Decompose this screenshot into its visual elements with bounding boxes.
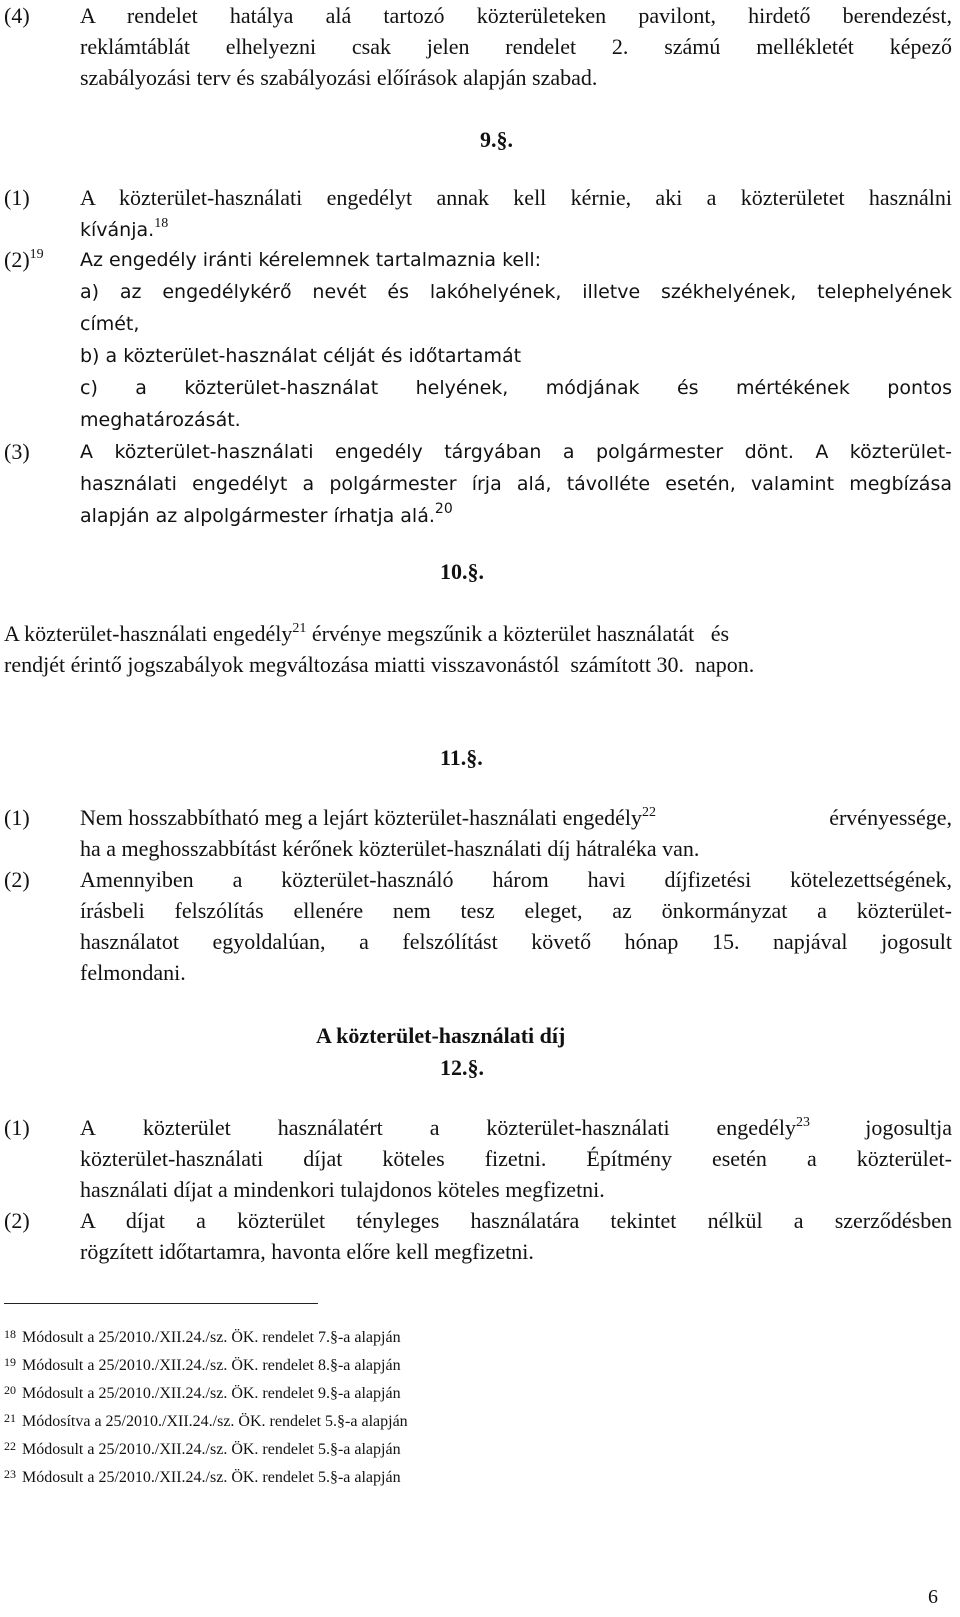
s10-paragraph [4, 618, 950, 680]
s9-paragraph-1 [0, 182, 952, 246]
paragraph-number: (1) [4, 805, 30, 830]
text-line: rögzített időtartamra, havonta előre kell megfizetni. [80, 1239, 534, 1264]
text-line: ha a meghosszabbítást kérőnek közterület-használati díj hátraléka van. [80, 836, 700, 861]
text-line: A közterület-használati engedélyt annak kell kérnie, aki a közterületet használni [80, 185, 952, 210]
text-line: A rendelet hatálya alá tartozó közterületeken pavilont, hirdető berendezést, [80, 3, 952, 28]
paragraph-number: (2) [4, 247, 30, 272]
footnote: $^{21}$ Módosítva a 25/2010./XII.24./sz. ÖK. rendelet 5.§-a alapján [4, 1411, 408, 1430]
footnote: $^{18}$ Módosult a 25/2010./XII.24./sz. ÖK. rendelet 7.§-a alapján [4, 1327, 401, 1346]
text-line: a) az engedélykérő nevét és lakóhelyének, illetve székhelyének, telephelyének [80, 281, 952, 303]
section-heading-9: 9.§. [480, 127, 513, 152]
text-line: felmondani. [80, 960, 186, 985]
text-line: címét, [80, 313, 140, 335]
text-line: Amennyiben a közterület-használó három havi díjfizetési kötelezettségének, [80, 867, 952, 892]
section-heading-10: 10.§. [440, 559, 484, 584]
text-line: írásbeli felszólítás ellenére nem tesz eleget, az önkormányzat a közterület- [80, 898, 952, 923]
footnote: $^{19}$ Módosult a 25/2010./XII.24./sz. ÖK. rendelet 8.§-a alapján [4, 1355, 401, 1374]
text-line: alapján az alpolgármester írhatja alá. [80, 505, 435, 527]
footnote-separator [4, 1303, 318, 1304]
text-line: A közterület-használati engedély tárgyában a polgármester dönt. A közterület- [80, 441, 952, 463]
s11-paragraph-1 [0, 802, 952, 864]
text-line: kívánja. [80, 219, 155, 241]
section-heading-12: 12.§. [440, 1055, 484, 1080]
footnote-ref: 23 [795, 1115, 810, 1130]
text-line: A díjat a közterület tényleges használatára tekintet nélkül a szerződésben [80, 1208, 952, 1233]
s9-paragraph-2 [0, 244, 952, 436]
paragraph-number: (1) [4, 185, 30, 210]
footnote-ref: 21 [292, 621, 307, 636]
s11-paragraph-2 [0, 864, 952, 988]
s12-paragraph-2 [0, 1205, 952, 1267]
text-line: használatot egyoldalúan, a felszólítást követő hónap 15. napjával jogosult [80, 929, 952, 954]
paragraph-number: (3) [4, 439, 30, 464]
text-line: használati díjat a mindenkori tulajdonos köteles megfizetni. [80, 1177, 605, 1202]
footnotes [4, 1322, 408, 1490]
text-line: használati engedélyt a polgármester írja alá, távolléte esetén, valamint megbízása [80, 473, 952, 495]
text-line: jogosultja [865, 1115, 952, 1140]
text-line: meghatározását. [80, 409, 241, 431]
section-heading-11: 11.§. [440, 745, 483, 770]
text-line: b) a közterület-használat célját és időtartamát [80, 345, 522, 367]
paragraph-4 [0, 0, 952, 93]
text-line: reklámtáblát elhelyezni csak jelen rendelet 2. számú mellékletét képező [80, 34, 952, 59]
text-line: érvényessége, [829, 805, 952, 830]
footnote: $^{22}$ Módosult a 25/2010./XII.24./sz. ÖK. rendelet 5.§-a alapján [4, 1439, 401, 1458]
text-line: szabályozási terv és szabályozási előírások alapján szabad. [80, 65, 598, 90]
paragraph-number: (2) [4, 867, 30, 892]
footnote: $^{20}$ Módosult a 25/2010./XII.24./sz. ÖK. rendelet 9.§-a alapján [4, 1383, 401, 1402]
text-line: Nem hosszabbítható meg a lejárt közterület-használati engedély [80, 805, 642, 830]
page-number: 6 [928, 1586, 938, 1608]
footnote: $^{23}$ Módosult a 25/2010./XII.24./sz. ÖK. rendelet 5.§-a alapján [4, 1467, 401, 1486]
footnote-ref: 19 [29, 247, 44, 262]
text-line: érvénye megszűnik a közterület használatát és [311, 621, 730, 646]
paragraph-number: (1) [4, 1115, 30, 1140]
text-line: rendjét érintő jogszabályok megváltozása miatti visszavonástól számított 30. napon. [4, 652, 755, 677]
s9-paragraph-3 [0, 436, 952, 532]
text-line: A közterület-használati engedély [4, 621, 293, 646]
footnote-ref: 20 [434, 501, 453, 517]
text-line: c) a közterület-használat helyének, módjának és mértékének pontos [80, 377, 952, 399]
s12-paragraph-1: (1) A közterület használatért a közterület-használati engedély$^{23}$ jogosultja közterület-használati díjat köteles fizetni. Építmény esetén a közterület- használati díjat a mindenkori tulajdonos köteles megfizetni. [0, 1112, 952, 1205]
paragraph-number: (4) [4, 3, 30, 28]
footnote-ref: 22 [642, 805, 656, 820]
paragraph-number: (2) [4, 1208, 30, 1233]
footnote-ref: 18 [154, 216, 169, 231]
text-line: Az engedély iránti kérelemnek tartalmaznia kell: [80, 249, 542, 271]
text-line: közterület-használati díjat köteles fizetni. Építmény esetén a közterület- [80, 1146, 952, 1171]
section-title-12: A közterület-használati díj [316, 1023, 566, 1048]
